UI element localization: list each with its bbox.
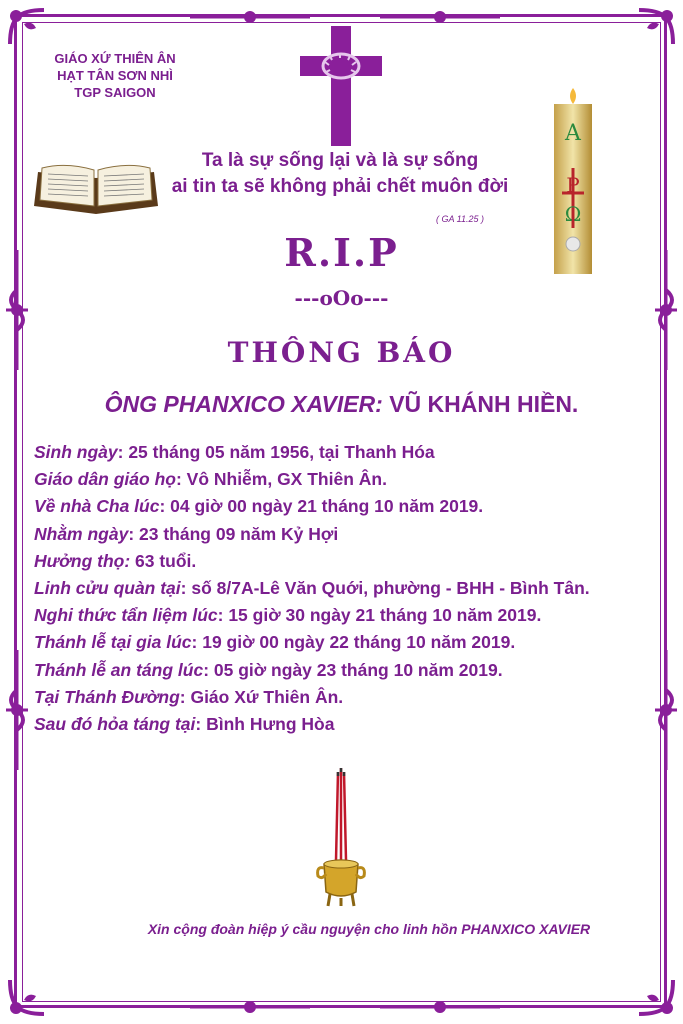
detail-label: Thánh lễ tại gia lúc bbox=[34, 632, 192, 653]
detail-row bbox=[34, 711, 674, 738]
candle-rho: Ρ bbox=[566, 173, 580, 197]
detail-value: : 19 giờ 00 ngày 22 tháng 10 năm 2019. bbox=[191, 632, 516, 653]
verse-line-2: ai tin ta sẽ không phải chết muôn đời bbox=[171, 176, 509, 197]
detail-label: Sinh ngày bbox=[34, 442, 118, 462]
detail-value: : Giáo Xứ Thiên Ân. bbox=[179, 686, 344, 707]
corner-ornament-icon bbox=[4, 4, 50, 50]
deceased-saint-name: ÔNG PHANXICO XAVIER: bbox=[104, 391, 383, 417]
detail-label: Tại Thánh Đường bbox=[34, 686, 180, 707]
detail-value: : 23 tháng 09 năm Kỷ Hợi bbox=[128, 523, 339, 544]
detail-value: : Bình Hưng Hòa bbox=[195, 714, 335, 735]
detail-value: : Vô Nhiễm, GX Thiên Ân. bbox=[175, 469, 387, 490]
detail-label: Nghi thức tẩn liệm lúc bbox=[34, 605, 218, 626]
verse-line-1: Ta là sự sống lại và là sự sống bbox=[201, 150, 479, 171]
verse-reference: ( GA 11.25 ) bbox=[435, 214, 485, 224]
detail-row bbox=[34, 602, 674, 629]
detail-label: Nhằm ngày bbox=[34, 523, 129, 544]
ornament-icon bbox=[190, 992, 310, 1022]
detail-row bbox=[34, 575, 674, 602]
candle-omega: Ω bbox=[564, 202, 582, 226]
scripture-verse bbox=[160, 148, 520, 200]
detail-row bbox=[34, 684, 674, 711]
detail-row bbox=[34, 439, 674, 466]
detail-value: : 04 giờ 00 ngày 21 tháng 10 năm 2019. bbox=[159, 496, 484, 517]
detail-label: Thánh lễ an táng lúc bbox=[34, 659, 204, 680]
detail-value: : 05 giờ ngày 23 tháng 10 năm 2019. bbox=[203, 659, 503, 680]
detail-row bbox=[34, 521, 674, 548]
detail-label: Về nhà Cha lúc bbox=[34, 496, 160, 517]
detail-row bbox=[34, 548, 674, 575]
detail-value: : 15 giờ 30 ngày 21 tháng 10 năm 2019. bbox=[217, 605, 542, 626]
corner-ornament-icon bbox=[633, 4, 679, 50]
ornament-icon bbox=[190, 2, 310, 32]
detail-label: Sau đó hỏa táng tại bbox=[34, 714, 196, 735]
detail-row bbox=[34, 629, 674, 656]
bible-icon bbox=[30, 160, 162, 216]
deceased-name-line bbox=[0, 391, 683, 418]
parish-header bbox=[30, 50, 200, 101]
archdiocese-name: TGP SAIGON bbox=[74, 85, 156, 100]
detail-value: 63 tuổi. bbox=[130, 550, 197, 571]
detail-row bbox=[34, 493, 674, 520]
deanery-name: HẠT TÂN SƠN NHÌ bbox=[57, 68, 173, 83]
detail-label: Giáo dân giáo họ bbox=[34, 469, 176, 490]
detail-row bbox=[34, 657, 674, 684]
corner-ornament-icon bbox=[633, 974, 679, 1020]
separator: ---oOo--- bbox=[294, 286, 389, 310]
detail-label: Linh cửu quàn tại bbox=[34, 578, 181, 599]
ornament-icon bbox=[380, 2, 500, 32]
funeral-details bbox=[34, 439, 674, 738]
prayer-request: Xin cộng đoàn hiệp ý cầu nguyện cho linh hồn PHANXICO XAVIER bbox=[147, 921, 591, 937]
cross-icon bbox=[300, 26, 382, 146]
detail-value: : số 8/7A-Lê Văn Quới, phường - BHH - Bình Tân. bbox=[180, 578, 590, 599]
rip-heading: R.I.P bbox=[284, 230, 399, 275]
notice-title: THÔNG BÁO bbox=[227, 336, 456, 369]
incense-burner-icon bbox=[316, 768, 366, 908]
ornament-icon bbox=[2, 650, 32, 770]
detail-row bbox=[34, 466, 674, 493]
deceased-name: VŨ KHÁNH HIỀN. bbox=[389, 391, 579, 417]
detail-label: Hưởng thọ: bbox=[34, 550, 131, 571]
ornament-icon bbox=[380, 992, 500, 1022]
detail-value: : 25 tháng 05 năm 1956, tại Thanh Hóa bbox=[117, 442, 435, 462]
parish-name: GIÁO XỨ THIÊN ÂN bbox=[54, 51, 176, 66]
candle-alpha: Α bbox=[565, 121, 581, 146]
corner-ornament-icon bbox=[4, 974, 50, 1020]
